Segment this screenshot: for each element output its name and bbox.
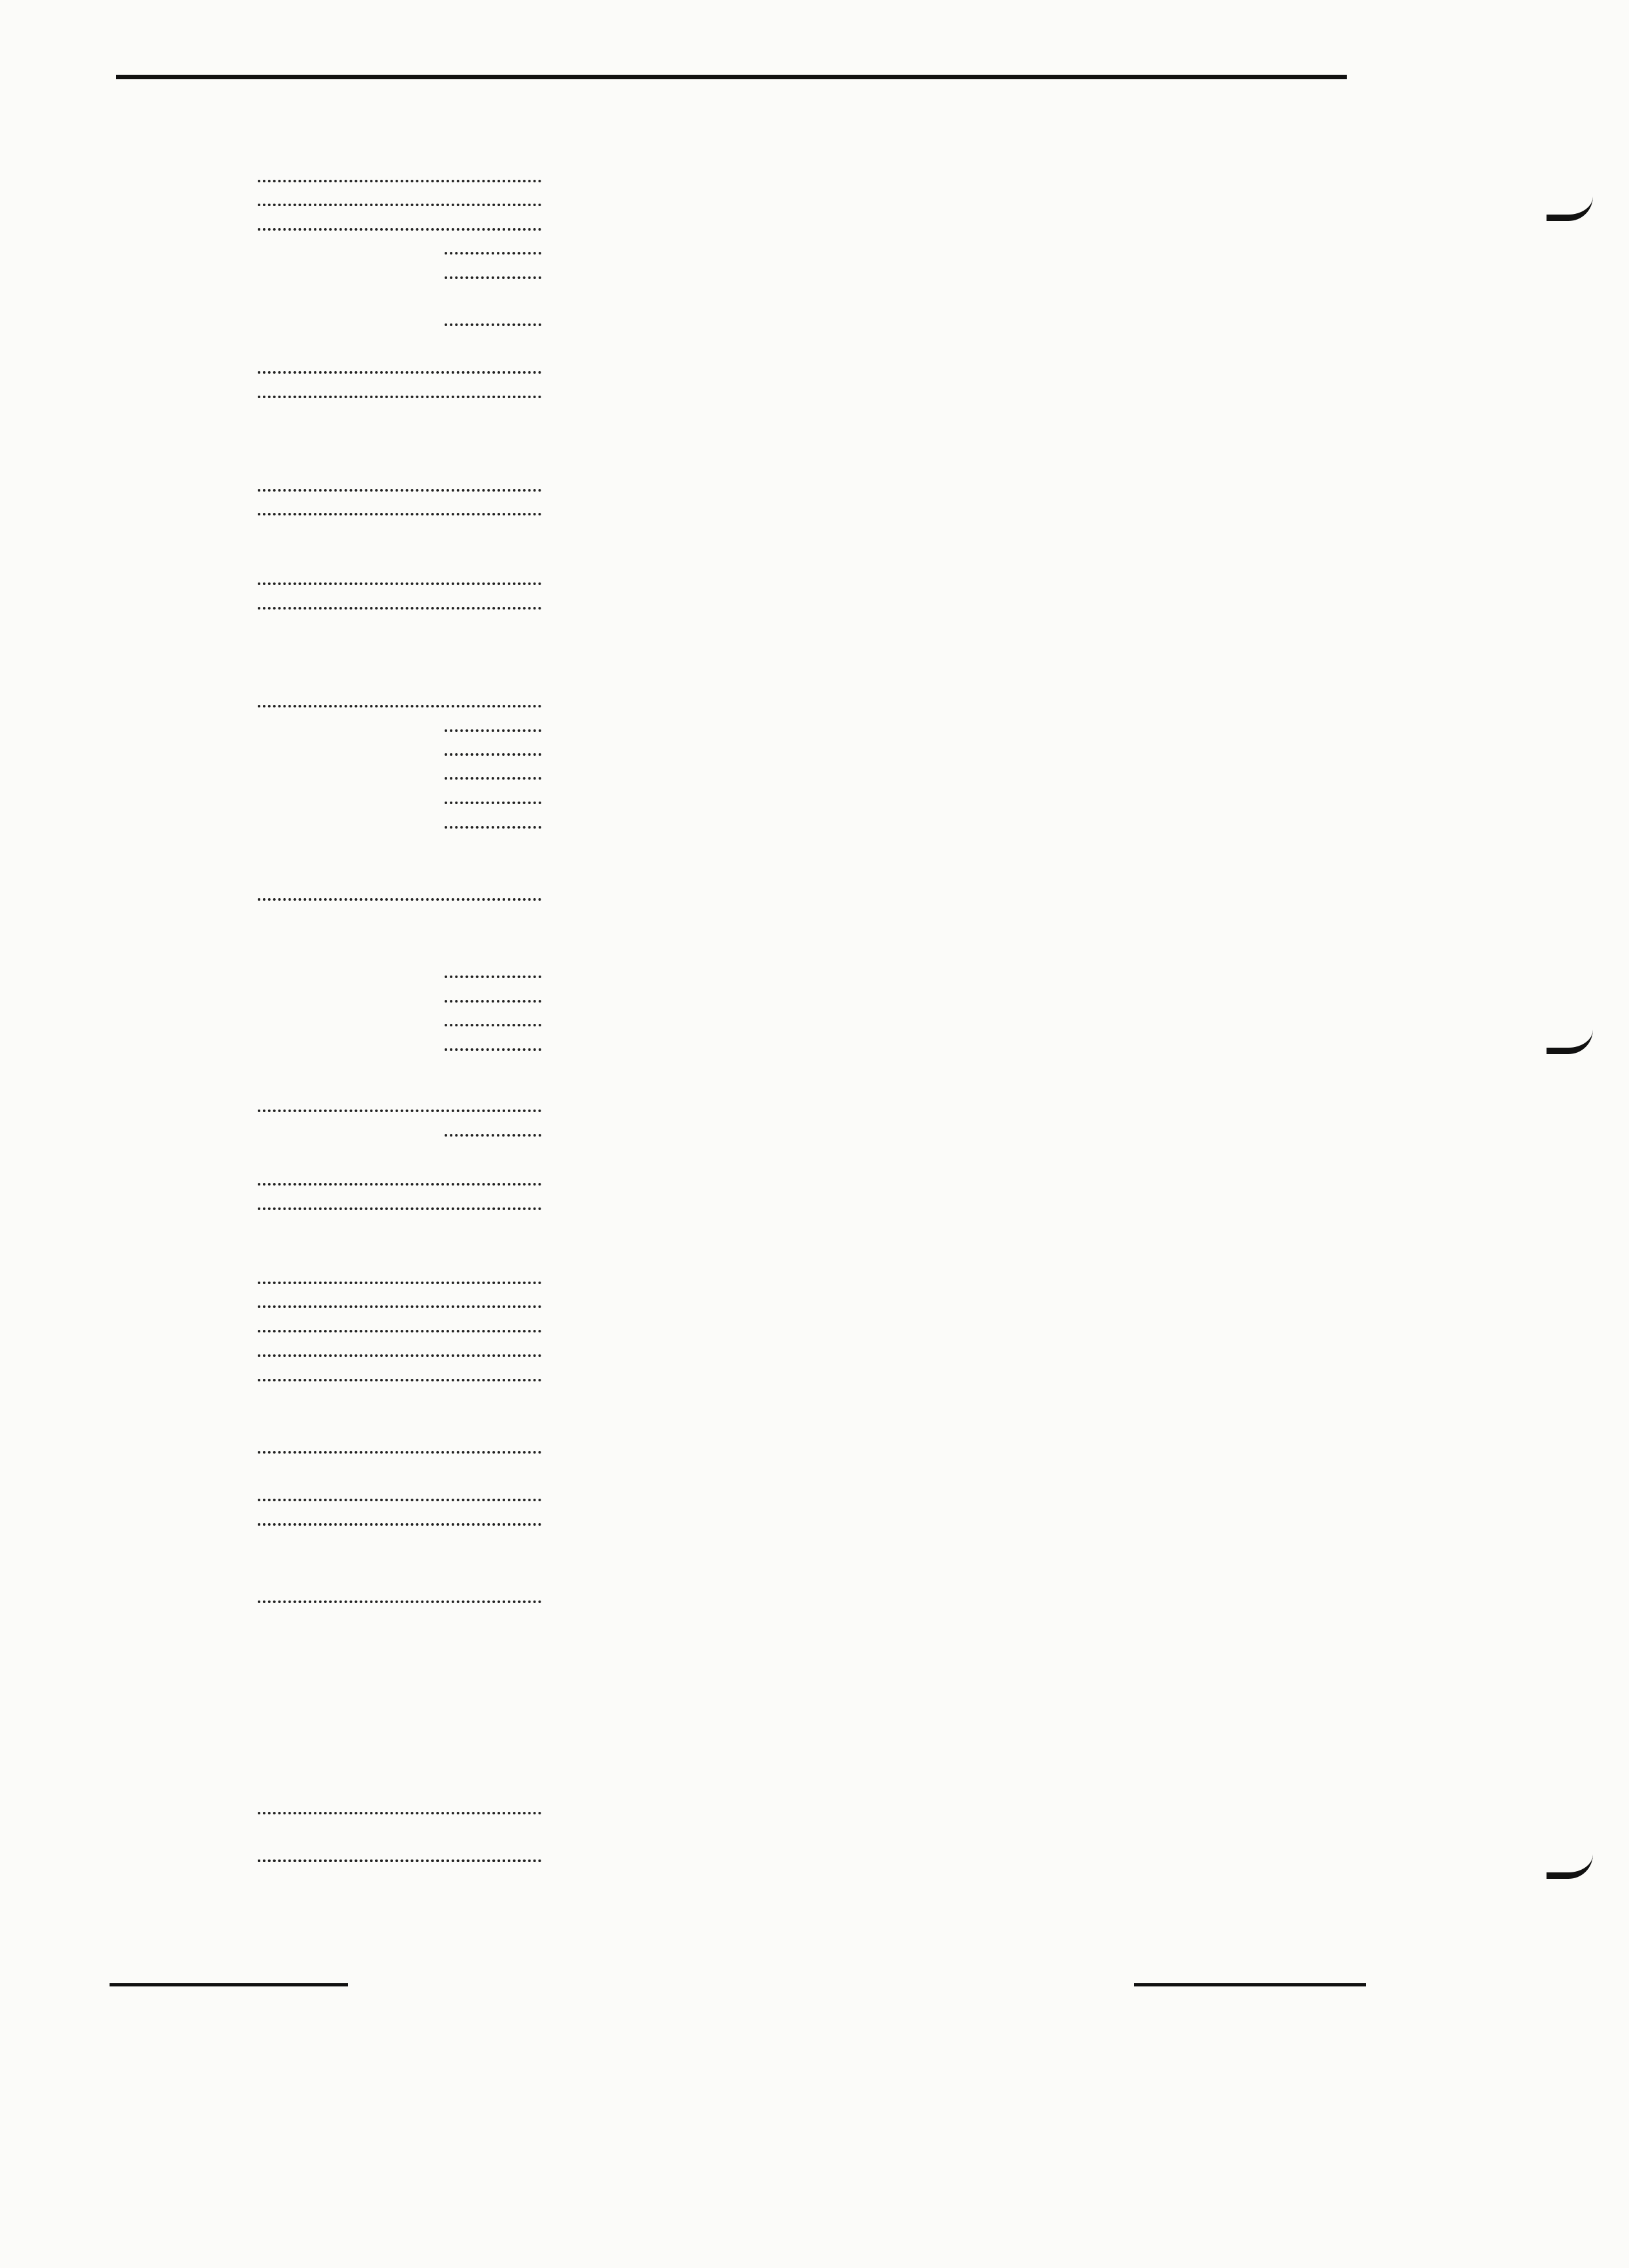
dot-leader [258,1207,541,1210]
parts-row [0,356,1629,380]
dot-leader [258,1183,541,1186]
dot-leader [258,371,541,374]
dot-leader [445,323,541,326]
dot-leader [445,1048,541,1051]
dot-leader [445,826,541,829]
dot-leader [445,777,541,780]
parts-row [0,380,1629,405]
dot-leader [258,1600,541,1603]
description-continuation [0,545,1629,570]
parts-row [0,1033,1629,1057]
parts-row [0,261,1629,285]
dot-leader [258,489,541,492]
parts-row [0,1266,1629,1291]
description-continuation [0,404,1629,428]
dot-leader [445,753,541,756]
parts-row [0,689,1629,714]
binder-mark [1547,1854,1593,1879]
parts-row [0,1844,1629,1869]
parts-row [0,960,1629,985]
dot-leader [258,607,541,610]
parts-row [0,786,1629,811]
dot-leader [445,802,541,804]
dot-leader [258,1812,541,1814]
parts-row [0,591,1629,616]
parts-row [0,1483,1629,1508]
parts-row [0,738,1629,762]
description-continuation [0,1459,1629,1484]
description-continuation [0,332,1629,356]
parts-row [0,1339,1629,1363]
footer-rule-right [1134,1983,1366,1986]
dot-leader [258,1379,541,1381]
dot-leader [258,1330,541,1332]
parts-row [0,985,1629,1009]
title-rule [116,75,1347,79]
dot-leader [258,1354,541,1357]
dot-leader [258,1523,541,1526]
parts-row [0,1508,1629,1532]
dot-leader [258,1451,541,1454]
section-header [0,0,1629,58]
dot-leader [258,228,541,231]
dot-leader [445,1000,541,1003]
dot-leader [445,1134,541,1137]
parts-row [0,1192,1629,1216]
dot-leader [258,396,541,398]
parts-row [0,1094,1629,1119]
dot-leader [445,252,541,255]
parts-row [0,188,1629,213]
parts-row [0,762,1629,786]
parts-row [0,1290,1629,1314]
dot-leader [445,1024,541,1026]
dot-leader [258,513,541,515]
parts-row [0,1008,1629,1033]
dot-leader [258,1282,541,1284]
dot-leader [258,180,541,182]
parts-row [0,1168,1629,1192]
parts-row [0,1436,1629,1460]
parts-row [0,236,1629,261]
parts-row [0,811,1629,835]
section-header [0,103,1629,161]
dot-leader [258,898,541,901]
parts-row [0,1314,1629,1339]
dot-leader [258,1305,541,1308]
description-continuation [0,285,1629,309]
description-continuation [0,615,1629,640]
parts-row [0,497,1629,522]
parts-row [0,1585,1629,1610]
dot-leader [258,1860,541,1862]
parts-row [0,1119,1629,1143]
parts-row [0,567,1629,591]
dot-leader [258,705,541,707]
dot-leader [445,276,541,279]
parts-row [0,474,1629,498]
dot-leader [258,1499,541,1501]
description-continuation [0,521,1629,546]
parts-row [0,883,1629,907]
footer-rule-left [110,1983,348,1986]
dot-leader [258,204,541,206]
dot-leader [445,729,541,732]
parts-row [0,1796,1629,1821]
section-subtitle [353,130,393,159]
dot-leader [445,975,541,978]
parts-row [0,213,1629,237]
description-continuation [0,1142,1629,1167]
parts-row [0,714,1629,738]
dot-leader [258,1110,541,1112]
dot-leader [258,582,541,585]
parts-row [0,164,1629,189]
parts-row [0,1363,1629,1388]
parts-row [0,308,1629,332]
